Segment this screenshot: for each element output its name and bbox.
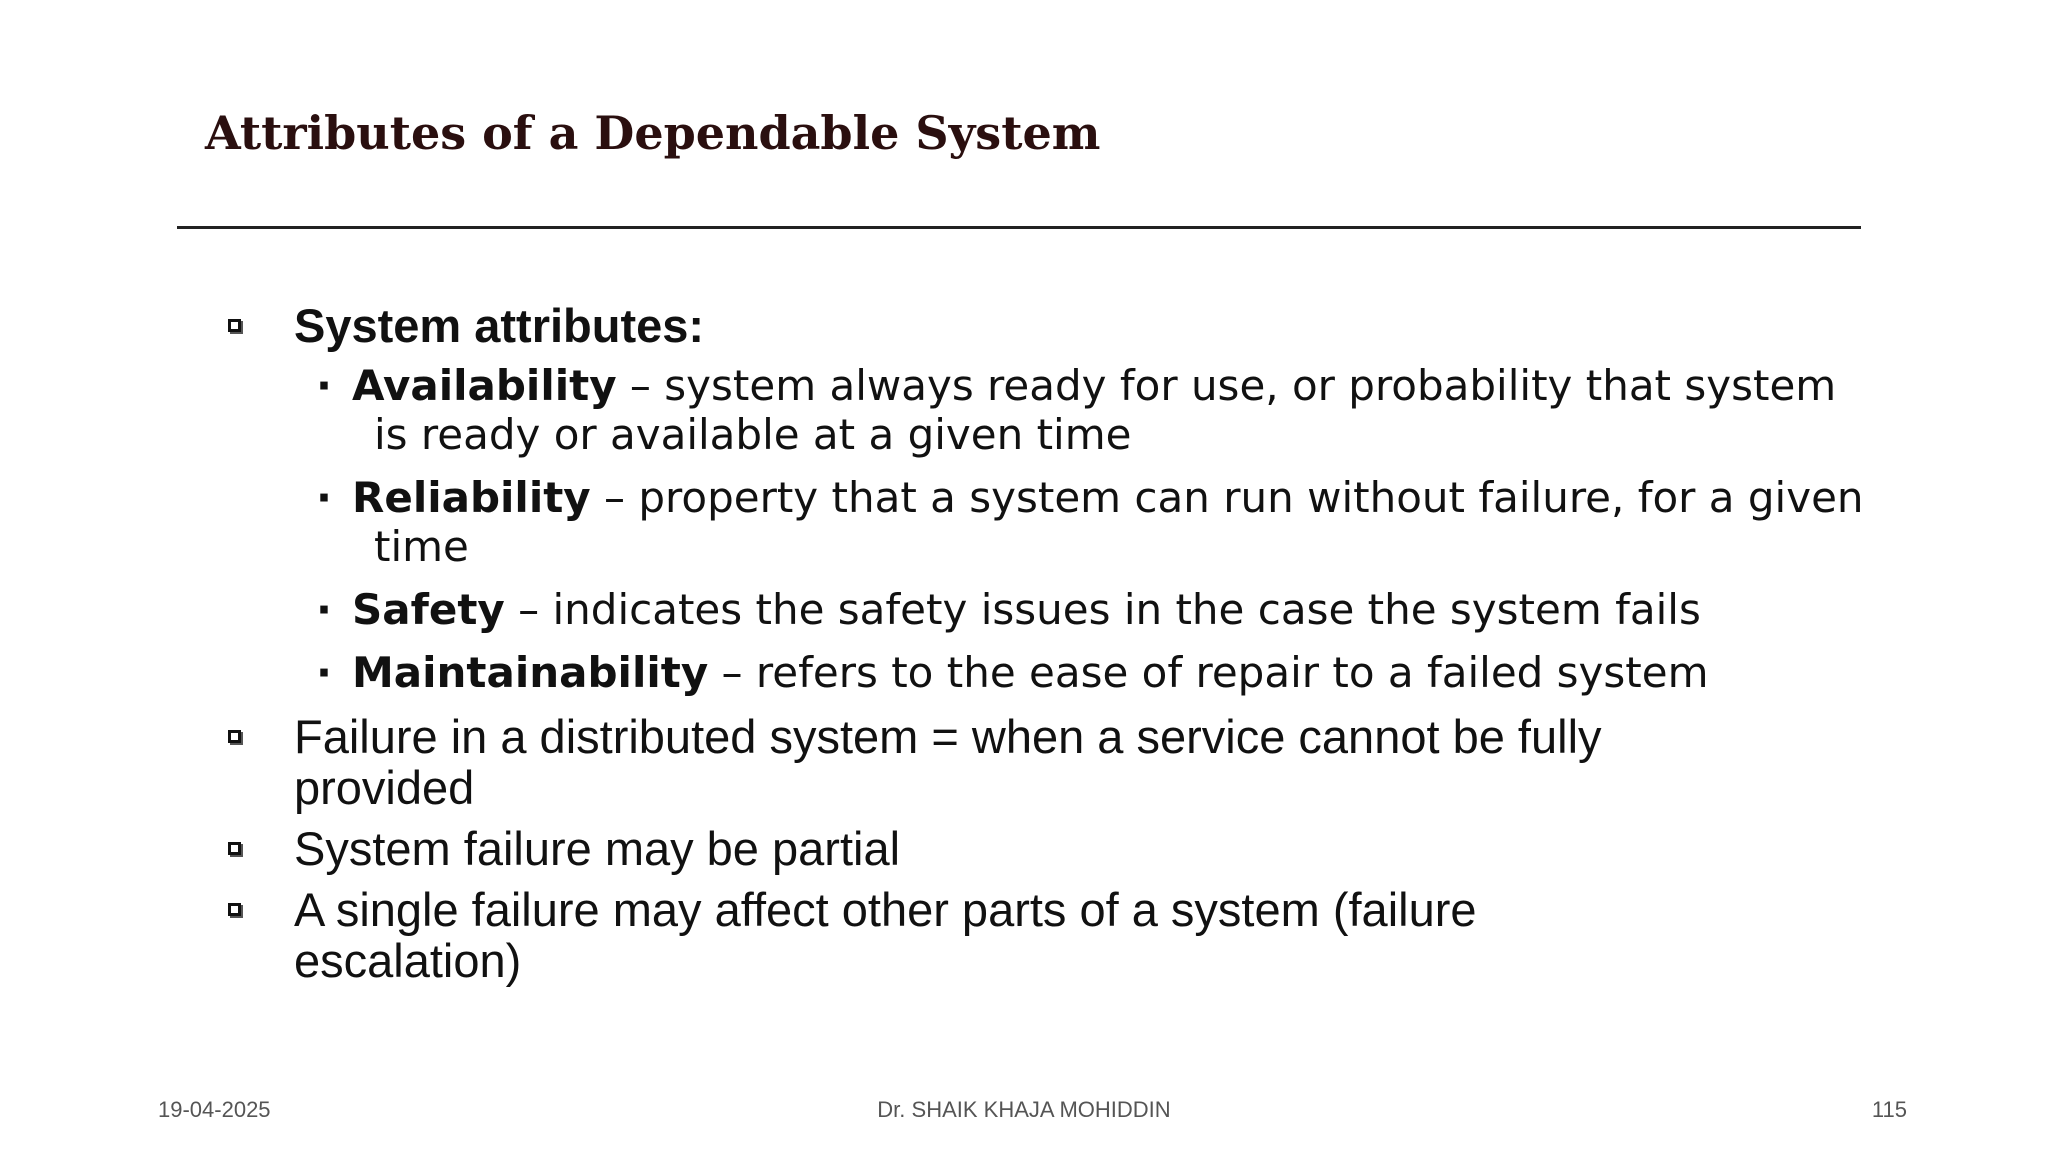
subitem-term: Reliability bbox=[352, 473, 591, 522]
bullet-text: A single failure may affect other parts of a system (failure bbox=[294, 883, 1477, 936]
bullet-partial-failure bbox=[224, 823, 1874, 874]
footer-author: Dr. SHAIK KHAJA MOHIDDIN bbox=[877, 1097, 1171, 1122]
subitem-text-continued: time bbox=[374, 522, 469, 571]
subitem-text: – indicates the safety issues in the case the system fails bbox=[504, 585, 1701, 634]
subitem-text: – system always ready for use, or probability that system bbox=[616, 361, 1837, 410]
square-bullet-icon bbox=[228, 319, 241, 332]
bullet-text: System attributes: bbox=[294, 299, 705, 352]
slide-title: Attributes of a Dependable System bbox=[205, 106, 1101, 160]
bullet-system-attributes bbox=[224, 300, 1874, 351]
subitem-availability bbox=[316, 361, 1874, 459]
square-bullet-icon bbox=[228, 842, 241, 855]
dot-bullet-icon: · bbox=[316, 361, 332, 410]
subitem-safety bbox=[316, 585, 1874, 634]
bullet-text: Failure in a distributed system = when a service cannot be fully bbox=[294, 710, 1602, 763]
square-bullet-icon bbox=[228, 730, 241, 743]
slide-content bbox=[224, 300, 1874, 986]
title-divider bbox=[177, 226, 1861, 229]
bullet-text: System failure may be partial bbox=[294, 822, 901, 875]
bullet-failure-definition bbox=[224, 711, 1874, 813]
subitem-term: Availability bbox=[352, 361, 617, 410]
subitem-term: Maintainability bbox=[352, 648, 709, 697]
subitem-text: – refers to the ease of repair to a failed system bbox=[708, 648, 1709, 697]
slide-number: 115 bbox=[1871, 1097, 1907, 1122]
bullet-failure-escalation bbox=[224, 884, 1874, 986]
footer-date: 19-04-2025 bbox=[158, 1097, 271, 1122]
dot-bullet-icon: · bbox=[316, 648, 332, 697]
bullet-text-continued: provided bbox=[294, 761, 475, 814]
subitem-maintainability bbox=[316, 648, 1874, 697]
subitem-text-continued: is ready or available at a given time bbox=[374, 410, 1132, 459]
subitem-text: – property that a system can run without failure, for a given bbox=[590, 473, 1864, 522]
dot-bullet-icon: · bbox=[316, 473, 332, 522]
bullet-text-continued: escalation) bbox=[294, 934, 522, 987]
square-bullet-icon bbox=[228, 903, 241, 916]
dot-bullet-icon: · bbox=[316, 585, 332, 634]
subitem-reliability bbox=[316, 473, 1874, 571]
subitem-term: Safety bbox=[352, 585, 505, 634]
